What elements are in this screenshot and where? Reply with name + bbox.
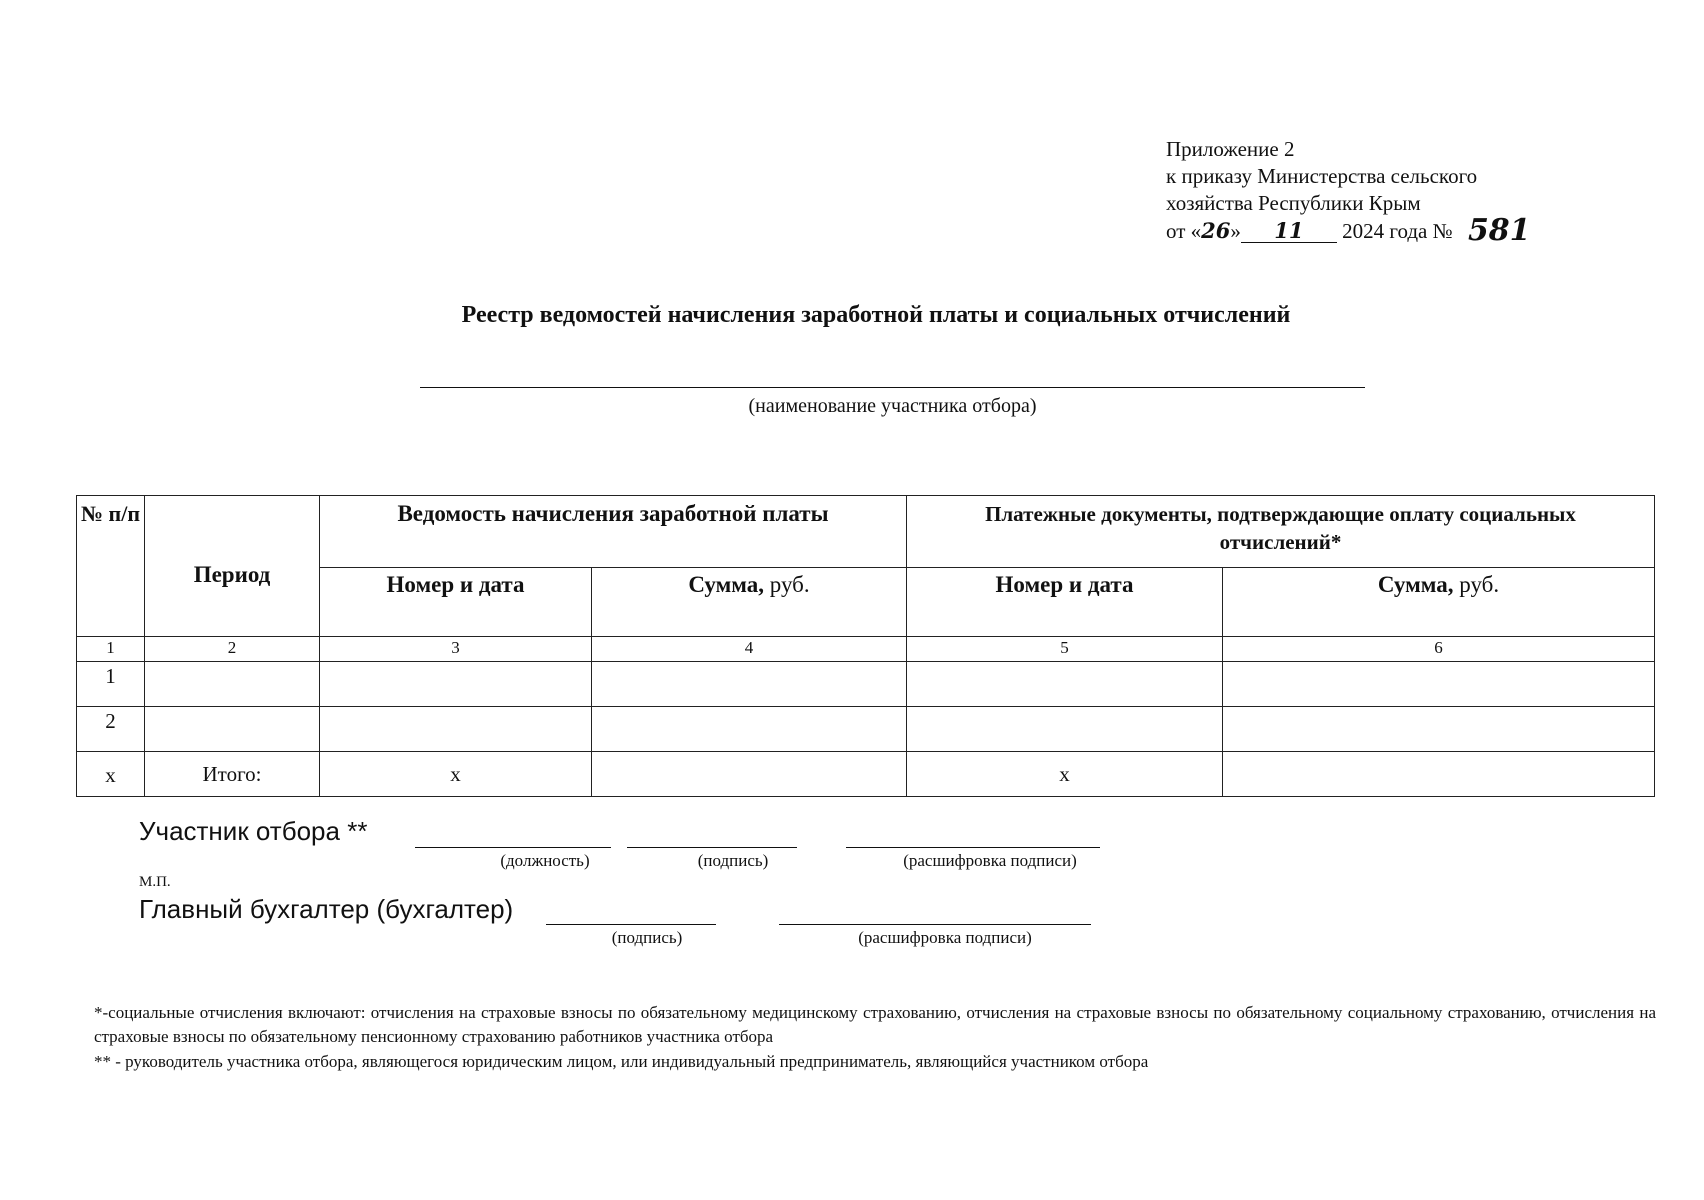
order-day: 26 bbox=[1201, 218, 1231, 243]
date-quote-close: » bbox=[1230, 219, 1241, 243]
accountant-signature-line bbox=[546, 924, 716, 925]
registry-table bbox=[76, 495, 1655, 797]
table-cell bbox=[320, 707, 592, 752]
accountant-signature-label: Главный бухгалтер (бухгалтер) bbox=[139, 894, 514, 924]
table-cell bbox=[907, 707, 1223, 752]
table-header-row-1 bbox=[77, 496, 1655, 568]
order-number: 581 bbox=[1467, 213, 1531, 248]
signature-line bbox=[627, 847, 797, 848]
table-cell bbox=[1223, 752, 1655, 797]
signature-decode-line bbox=[846, 847, 1100, 848]
position-caption: (должность) bbox=[500, 851, 590, 870]
participant-name-caption: (наименование участника отбора) bbox=[748, 395, 1037, 417]
appendix-line-1: Приложение 2 bbox=[1166, 137, 1295, 161]
participant-name-line bbox=[420, 387, 1365, 388]
table-cell bbox=[1223, 707, 1655, 752]
payment-docs-group-header: Платежные документы, подтверждающие оплату социальных отчислений* bbox=[907, 496, 1655, 568]
payroll-sum-header bbox=[592, 568, 907, 637]
total-label: Итого: bbox=[145, 752, 320, 797]
table-cell bbox=[1223, 662, 1655, 707]
table-cell bbox=[592, 707, 907, 752]
table-cell: x bbox=[320, 752, 592, 797]
column-number: 6 bbox=[1223, 637, 1655, 662]
signature-caption: (подпись) bbox=[697, 851, 769, 870]
table-cell: x bbox=[907, 752, 1223, 797]
payroll-number-date-header: Номер и дата bbox=[320, 568, 592, 637]
table-total-row bbox=[77, 752, 1655, 797]
payment-sum-label: Сумма, bbox=[1377, 572, 1454, 597]
table-cell bbox=[907, 662, 1223, 707]
stamp-label: М.П. bbox=[139, 874, 171, 890]
table-cell: 1 bbox=[77, 662, 145, 707]
column-numbers-row bbox=[77, 637, 1655, 662]
table-cell bbox=[145, 707, 320, 752]
column-number: 5 bbox=[907, 637, 1223, 662]
position-line bbox=[415, 847, 611, 848]
signature-decode-caption: (расшифровка подписи) bbox=[903, 851, 1077, 870]
table-cell bbox=[592, 662, 907, 707]
column-number: 1 bbox=[77, 637, 145, 662]
accountant-decode-caption: (расшифровка подписи) bbox=[858, 928, 1032, 947]
payment-number-date-header: Номер и дата bbox=[907, 568, 1223, 637]
appendix-line-3: хозяйства Республики Крым bbox=[1166, 191, 1421, 215]
table-row bbox=[77, 662, 1655, 707]
appendix-block bbox=[1166, 136, 1531, 248]
document-title: Реестр ведомостей начисления заработной платы и социальных отчислений bbox=[461, 302, 1291, 328]
table-cell bbox=[592, 752, 907, 797]
table-cell: 2 bbox=[77, 707, 145, 752]
table-row bbox=[77, 707, 1655, 752]
order-year: 2024 года bbox=[1342, 219, 1428, 243]
column-number: 4 bbox=[592, 637, 907, 662]
accountant-decode-line bbox=[779, 924, 1091, 925]
col-period-header: Период bbox=[145, 496, 320, 637]
column-number: 3 bbox=[320, 637, 592, 662]
date-prefix: от « bbox=[1166, 219, 1202, 243]
participant-signature-label: Участник отбора ** bbox=[139, 816, 368, 846]
appendix-line-2: к приказу Министерства сельского bbox=[1166, 164, 1478, 188]
accountant-signature-caption: (подпись) bbox=[611, 928, 683, 947]
column-number: 2 bbox=[145, 637, 320, 662]
order-month: 11 bbox=[1274, 218, 1304, 243]
table-cell: x bbox=[77, 752, 145, 797]
payment-sum-header bbox=[1223, 568, 1655, 637]
payroll-group-header: Ведомость начисления заработной платы bbox=[320, 496, 907, 568]
payroll-sum-label: Сумма, bbox=[688, 572, 765, 597]
footnote-social-contributions: *-социальные отчисления включают: отчисления на страховые взносы по обязательному медицинскому страхованию, отчисления на страховые взносы по обязательному социальному страхованию, отчисления на страховые взносы по обязательному пенсионному страхованию работников участника отбора bbox=[94, 1003, 1656, 1046]
payroll-sum-unit: руб. bbox=[764, 572, 810, 597]
appendix-date-line bbox=[1166, 213, 1531, 248]
col-number-header: № п/п bbox=[77, 496, 145, 637]
number-sign: № bbox=[1432, 219, 1453, 243]
footnote-participant-head: ** - руководитель участника отбора, являющегося юридическим лицом, или индивидуальный предприниматель, являющийся участником отбора bbox=[94, 1052, 1149, 1071]
table-cell bbox=[145, 662, 320, 707]
table-cell bbox=[320, 662, 592, 707]
payment-sum-unit: руб. bbox=[1453, 572, 1500, 597]
